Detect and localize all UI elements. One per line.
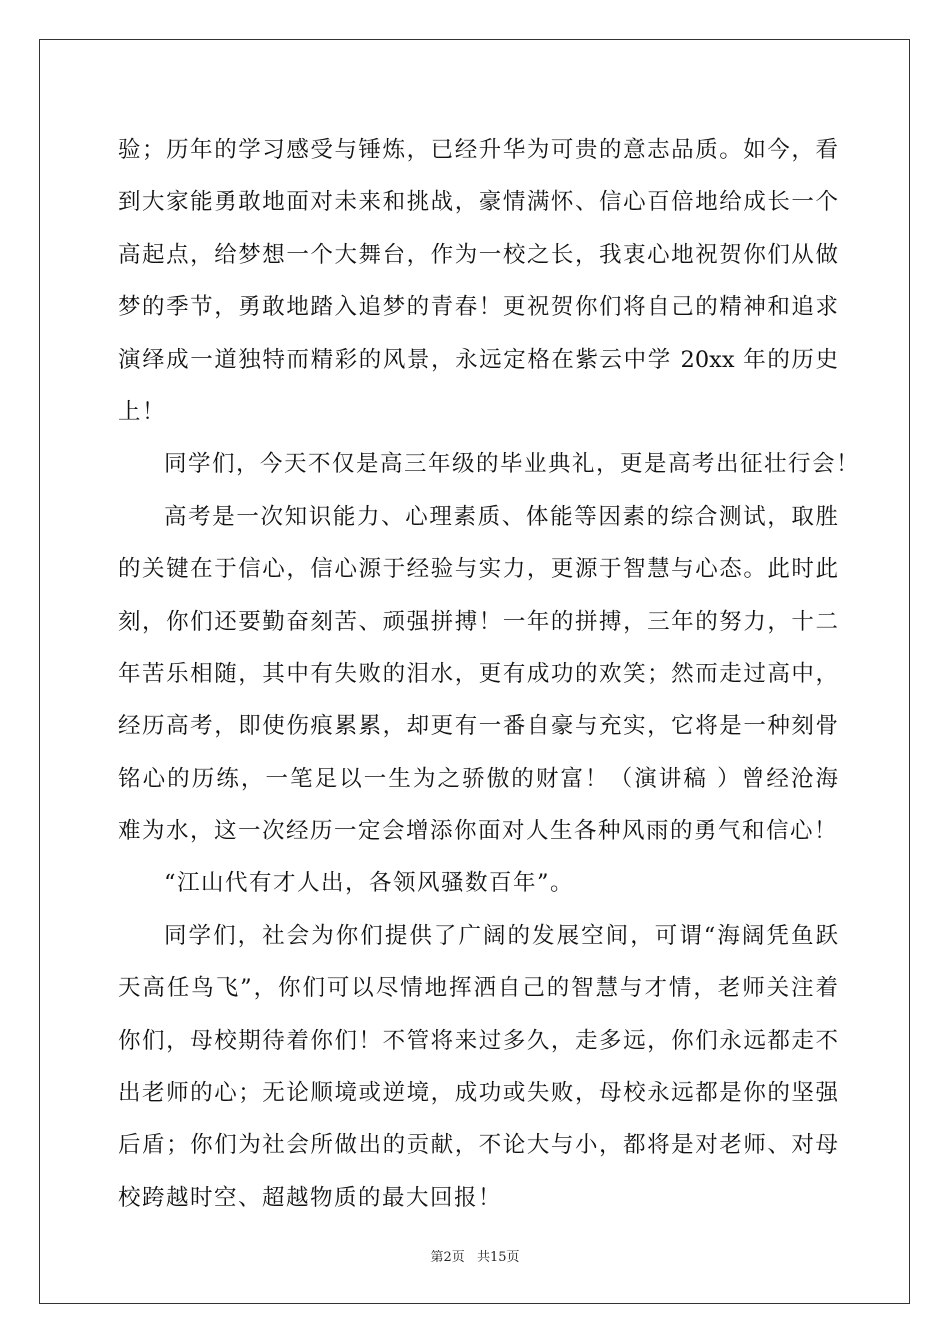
paragraph-first-line: 同学们，社会为你们提供了广阔的发展空间，可谓“海阔凭鱼跃 — [164, 922, 838, 949]
text-line: 年苦乐相随，其中有失败的泪水，更有成功的欢笑；然而走过高中， — [118, 660, 838, 687]
text-line: 难为水，这一次经历一定会增添你面对人生各种风雨的勇气和信心！ — [118, 818, 839, 845]
text-line: 天高任鸟飞”，你们可以尽情地挥洒自己的智慧与才情，老师关注着 — [118, 975, 838, 1002]
text-line: 到大家能勇敢地面对未来和挑战，豪情满怀、信心百倍地给成长一个 — [118, 189, 838, 216]
text-line: 你们，母校期待着你们！不管将来过多久，走多远，你们永远都走不 — [118, 1027, 838, 1054]
document-body — [118, 124, 861, 1224]
text-line: 校跨越时空、超越物质的最大回报！ — [118, 1184, 503, 1211]
text-line: 刻，你们还要勤奋刻苦、顽强拼搏！一年的拼搏，三年的努力，十二 — [118, 608, 838, 635]
text-line: 演绎成一道独特而精彩的风景，永远定格在紫云中学 20xx 年的历史 — [118, 346, 838, 373]
paragraph-first-line: 同学们，今天不仅是高三年级的毕业典礼，更是高考出征壮行会！ — [164, 451, 861, 478]
page-total: 共15页 — [476, 1250, 520, 1265]
text-line: 的关键在于信心，信心源于经验与实力，更源于智慧与心态。此时此 — [118, 556, 838, 583]
text-line: 高起点，给梦想一个大舞台，作为一校之长，我衷心地祝贺你们从做 — [118, 241, 838, 268]
text-line: 后盾；你们为社会所做出的贡献，不论大与小，都将是对老师、对母 — [118, 1132, 838, 1159]
text-line: 上！ — [118, 398, 167, 425]
paragraph-first-line: “江山代有才人出，各领风骚数百年”。 — [164, 870, 575, 897]
text-line: 梦的季节，勇敢地踏入追梦的青春！更祝贺你们将自己的精神和追求 — [118, 294, 838, 321]
paragraph-first-line: 高考是一次知识能力、心理素质、体能等因素的综合测试，取胜 — [164, 503, 838, 530]
text-line: 经历高考，即使伤痕累累，却更有一番自豪与充实，它将是一种刻骨 — [118, 713, 838, 740]
text-line: 铭心的历练，一笔足以一生为之骄傲的财富！（演讲稿 ）曾经沧海 — [118, 765, 838, 792]
text-line: 出老师的心；无论顺境或逆境，成功或失败，母校永远都是你的坚强 — [118, 1080, 838, 1107]
page-footer — [0, 1246, 950, 1265]
text-line: 验；历年的学习感受与锤炼，已经升华为可贵的意志品质。如今，看 — [118, 137, 838, 163]
page-number: 第2页 — [430, 1250, 465, 1265]
